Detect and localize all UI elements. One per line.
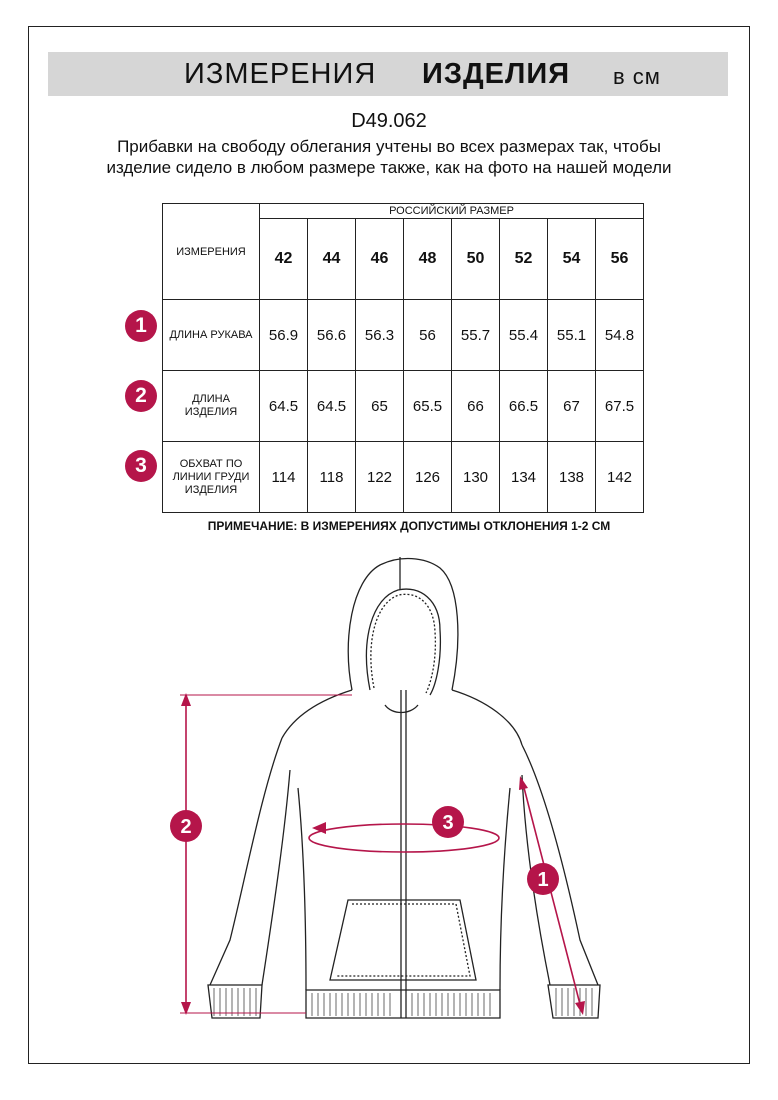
- chest-ellipse: [309, 824, 499, 852]
- title-main: ИЗМЕРЕНИЯ: [184, 58, 377, 90]
- row-badge-2: 2: [125, 380, 157, 412]
- row-label: ДЛИНА РУКАВА: [163, 300, 260, 371]
- size-label: 48: [404, 219, 452, 300]
- cell-value: 55.7: [452, 300, 500, 371]
- cell-value: 142: [596, 442, 644, 513]
- cell-value: 55.4: [500, 300, 548, 371]
- hoodie-outline: [208, 557, 600, 1018]
- cell-value: 134: [500, 442, 548, 513]
- title-banner: [48, 52, 728, 96]
- cell-value: 67.5: [596, 371, 644, 442]
- size-label: 56: [596, 219, 644, 300]
- cell-value: 65.5: [404, 371, 452, 442]
- hoodie-diagram: [0, 540, 778, 1040]
- product-code: D49.062: [351, 110, 427, 132]
- cell-value: 56: [404, 300, 452, 371]
- cell-value: 64.5: [260, 371, 308, 442]
- cell-value: 65: [356, 371, 404, 442]
- table-row: [163, 442, 644, 513]
- cuff-ribbing: [214, 988, 592, 1016]
- size-label: 42: [260, 219, 308, 300]
- cell-value: 56.6: [308, 300, 356, 371]
- row-label: ДЛИНА ИЗДЕЛИЯ: [163, 371, 260, 442]
- size-header: РОССИЙСКИЙ РАЗМЕР: [260, 204, 644, 219]
- size-label: 46: [356, 219, 404, 300]
- row-label: ОБХВАТ ПО ЛИНИИ ГРУДИ ИЗДЕЛИЯ: [163, 442, 260, 513]
- cell-value: 56.9: [260, 300, 308, 371]
- row-badge-1: 1: [125, 310, 157, 342]
- size-label: 50: [452, 219, 500, 300]
- cell-value: 64.5: [308, 371, 356, 442]
- cell-value: 130: [452, 442, 500, 513]
- cell-value: 66: [452, 371, 500, 442]
- cell-value: 66.5: [500, 371, 548, 442]
- sleeve-line: [522, 780, 582, 1012]
- cell-value: 118: [308, 442, 356, 513]
- table-row: [163, 371, 644, 442]
- size-label: 44: [308, 219, 356, 300]
- title-bold: ИЗДЕЛИЯ: [422, 58, 571, 90]
- cell-value: 54.8: [596, 300, 644, 371]
- diagram-marker-length: 2: [180, 816, 192, 838]
- cell-value: 56.3: [356, 300, 404, 371]
- measurement-arrowheads: [181, 693, 585, 1015]
- row-badge-3: 3: [125, 450, 157, 482]
- cell-value: 114: [260, 442, 308, 513]
- cell-value: 126: [404, 442, 452, 513]
- size-label: 52: [500, 219, 548, 300]
- cell-value: 55.1: [548, 300, 596, 371]
- size-table: [162, 203, 644, 513]
- diagram-marker-sleeve: 1: [537, 869, 549, 891]
- cell-value: 122: [356, 442, 404, 513]
- tolerance-remark: ПРИМЕЧАНИЕ: В ИЗМЕРЕНИЯХ ДОПУСТИМЫ ОТКЛОНЕНИЯ 1-2 СМ: [207, 519, 611, 533]
- title-unit: в см: [613, 64, 661, 89]
- diagram-marker-chest: 3: [442, 812, 454, 834]
- cell-value: 138: [548, 442, 596, 513]
- size-label: 54: [548, 219, 596, 300]
- table-row: [163, 300, 644, 371]
- measure-header: ИЗМЕРЕНИЯ: [163, 204, 260, 300]
- fit-note: Прибавки на свободу облегания учтены во всех размерах так, чтобы изделие сидело в любом размере также, как на фото на нашей модели: [106, 137, 672, 177]
- cell-value: 67: [548, 371, 596, 442]
